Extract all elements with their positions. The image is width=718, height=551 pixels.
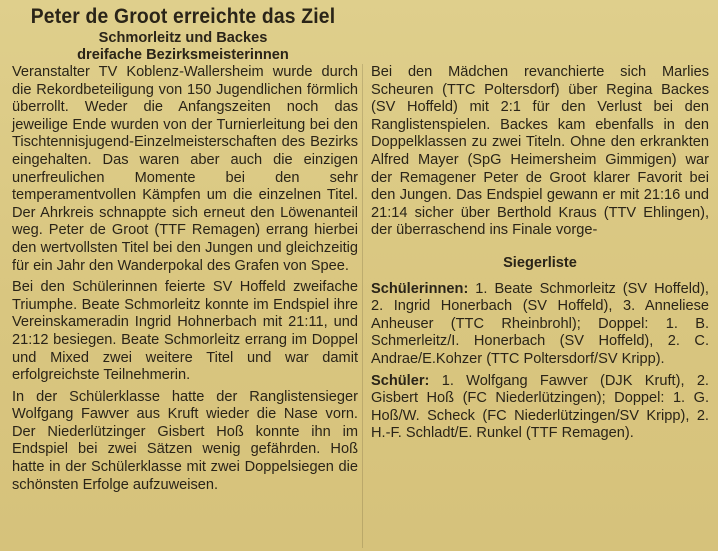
- subheadline-2: dreifache Bezirksmeisterinnen: [77, 47, 289, 63]
- results-boys: [371, 373, 709, 443]
- paragraph-maedchen-jungen: Bei den Mädchen revanchierte sich Marlies Scheuren (TTC Poltersdorf) über Regina Backes (SV Hoffeld) mit 2:1 für den Verlust bei den Ranglistenspielen. Backes kam ebenfalls in den Doppelklassen zu zwei Titeln. Ohne den erkrankten Alfred Mayer (SpG Heimersheim Gimmigen) war der Remagener Peter de Groot klarer Favorit bei den Jungen. Das Endspiel gewann er mit 21:16 und 21:14 sicher über Berthold Kraus (TTV Ehlingen), der überraschend ins Finale vorge-: [371, 64, 709, 239]
- paragraph-schueler: In der Schülerklasse hatte der Ranglistensieger Wolfgang Fawver aus Kruft wieder die Nase vorn. Der Niederlützinger Gisbert Hoß konnte ihn im Endspiel bei zwei Sätzen wenig gefährden. Hoß hatte in der Schülerklasse mit zwei Doppelsiegen die schönsten Erfolge aufzuweisen.: [12, 388, 358, 493]
- results-girls: [371, 281, 709, 369]
- results-girls-label: Schülerinnen:: [371, 280, 469, 297]
- headline: Peter de Groot erreichte das Ziel: [30, 5, 336, 28]
- paragraph-schuelerinnen: Bei den Schülerinnen feierte SV Hoffeld zweifache Triumphe. Beate Schmorleitz konnte im Endspiel ihre Vereinskameradin Ingrid Hohnerbach mit 21:11, und 21:12 besiegen. Beate Schmorleitz errang im Doppel und Mixed zwei weitere Titel und war damit erfolgreichste Teilnehmerin.: [12, 279, 358, 384]
- results-title: Siegerliste: [503, 254, 577, 271]
- column-separator: [362, 64, 363, 548]
- results-girls-text: 1. Beate Schmorleitz (SV Hoffeld), 2. Ingrid Honerbach (SV Hoffeld), 3. Anneliese Anheuser (TTC Rheinbrohl); Doppel: 1. B. Schmerleitz/I. Honerbach (SV Hoffeld), 2. C. Andrae/E.Kohzer (TTC Poltersdorf/SV Kripp).: [371, 280, 709, 367]
- article-header: [0, 4, 366, 64]
- results-boys-label: Schüler:: [371, 372, 430, 389]
- subheadline-1: Schmorleitz und Backes: [98, 30, 268, 46]
- paragraph-intro: Veranstalter TV Koblenz-Wallersheim wurde durch die Rekordbeteiligung von 150 Jugendlichen förmlich überrollt. Weder die Anfangszeiten noch das jeweilige Ende wurden von der Turnierleitung bei den Tischtennisjugend-Einzelmeisterschaften des Bezirks eingehalten. Das waren aber auch die einzigen unerfreulichen Momente bei den sehr temperamentvollen Kämpfen um die einzelnen Titel. Der Ahrkreis schnappte sich erneut den Löwenanteil weg. Peter de Groot (TTF Remagen) errang hierbei den wertvollsten Titel bei den Jungen und gleichzeitig für ein Jahr den Wanderpokal des Grafen von Spee.: [12, 64, 358, 274]
- left-column: [12, 64, 358, 498]
- results-boys-text: 1. Wolfgang Fawver (DJK Kruft), 2. Gisbert Hoß (FC Niederlützingen); Doppel: 1. G. Hoß/W. Scheck (FC Niederlützingen/SV Kripp), 2. H.-F. Schladt/E. Runkel (TTF Remagen).: [371, 372, 709, 442]
- right-column: [371, 64, 709, 447]
